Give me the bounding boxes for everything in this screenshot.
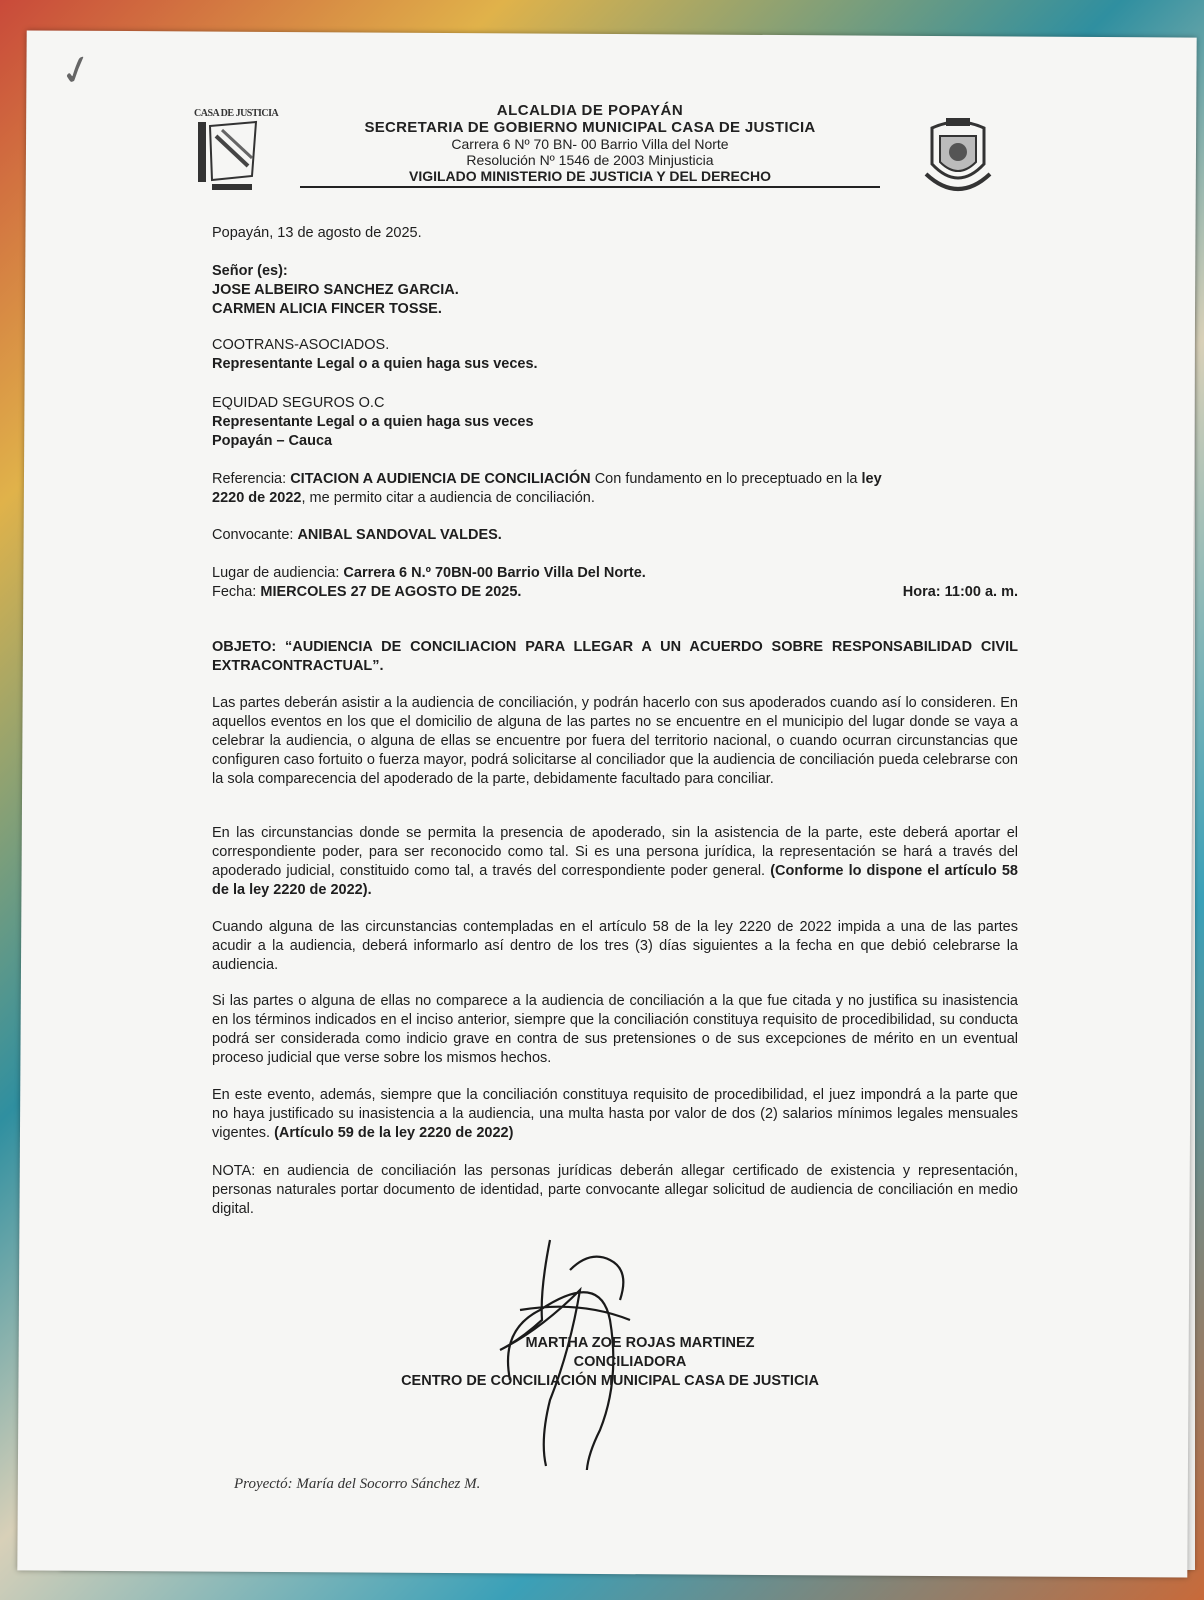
paragraph-4: Si las partes o alguna de ellas no comparece a la audiencia de conciliación a la que fue citada y no justifica su inasistencia en los términos indicados en el inciso anterior, siempre que la conciliación constituya requisito de procedibilidad, su conducta podrá ser considerada como indicio grave en contra de sus pretensiones o de sus excepciones de mérito en un eventual proceso judicial que verse sobre los mismos hechos.: [212, 993, 1018, 1066]
reference-ley-b: 2220 de 2022: [212, 490, 302, 506]
signer-name: MARTHA ZOE ROJAS MARTINEZ: [525, 1335, 755, 1351]
company-2-rep: Representante Legal o a quien haga sus veces: [212, 414, 534, 430]
reference-title: CITACION A AUDIENCIA DE CONCILIACIÓN: [290, 471, 591, 487]
lugar-value: Carrera 6 N.º 70BN-00 Barrio Villa Del Norte.: [343, 565, 646, 581]
paragraph-3: Cuando alguna de las circunstancias contempladas en el artículo 58 de la ley 2220 de 2022 impida a una de las partes acudir a la audiencia, deberá informarlo así dentro de los tres (3) días siguientes a la fecha en que debió celebrarse la audiencia.: [212, 919, 1018, 973]
paragraph-2: [212, 824, 1018, 900]
letterhead-line-5: VIGILADO MINISTERIO DE JUSTICIA Y DEL DERECHO: [300, 168, 880, 188]
signer-center: CENTRO DE CONCILIACIÓN MUNICIPAL CASA DE JUSTICIA: [401, 1373, 819, 1389]
letterhead-line-3: Carrera 6 Nº 70 BN- 00 Barrio Villa del Norte: [451, 136, 729, 152]
reference-block: [212, 470, 1018, 508]
recipient-name-1: JOSE ALBEIRO SANCHEZ GARCIA.: [212, 282, 459, 298]
recipients-block: [212, 262, 1018, 319]
recipient-company-2: [212, 394, 1018, 451]
signature-block: [370, 1334, 850, 1391]
salutation: Señor (es):: [212, 263, 288, 279]
lugar-fecha-block: [212, 564, 1018, 602]
company-1-rep: Representante Legal o a quien haga sus veces.: [212, 356, 538, 372]
logo-left-text: CASA DE JUSTICIA: [194, 108, 279, 119]
recipient-company-1: [212, 336, 1018, 374]
company-1-name: COOTRANS-ASOCIADOS.: [212, 337, 390, 353]
reference-label: Referencia:: [212, 471, 287, 487]
reference-text-2: , me permito citar a audiencia de conciliación.: [301, 490, 595, 506]
convocante-line: [212, 526, 1018, 545]
fecha-value: MIERCOLES 27 DE AGOSTO DE 2025.: [260, 584, 522, 600]
letterhead: [300, 102, 880, 188]
convocante-label: Convocante:: [212, 527, 294, 543]
letterhead-line-4: Resolución Nº 1546 de 2003 Minjusticia: [466, 152, 714, 168]
paragraph-5-text: En este evento, además, siempre que la conciliación constituya requisito de procedibilidad, el juez impondrá a la parte que no haya justificado su inasistencia a la audiencia, una multa hasta por valor de dos (2) salarios mínimos legales mensuales vigentes.: [212, 1087, 1018, 1141]
recipient-name-2: CARMEN ALICIA FINCER TOSSE.: [212, 301, 442, 317]
objeto: OBJETO: “AUDIENCIA DE CONCILIACION PARA LLEGAR A UN ACUERDO SOBRE RESPONSABILIDAD CIVIL EXTRACONTRACTUAL”.: [212, 639, 1018, 674]
reference-text-1: Con fundamento en lo preceptuado en la: [594, 471, 858, 487]
hora-value: Hora: 11:00 a. m.: [902, 584, 1018, 600]
check-mark-icon: ✓: [54, 45, 99, 97]
paragraph-5-citation: (Artículo 59 de la ley 2220 de 2022): [274, 1125, 514, 1141]
lugar-label: Lugar de audiencia:: [212, 565, 340, 581]
paragraph-1: Las partes deberán asistir a la audiencia de conciliación, y podrán hacerlo con sus apoderados cuando así lo consideren. En aquellos eventos en los que el domicilio de alguna de las partes no se encuentre en el municipio del lugar donde se vaya a celebrar la audiencia, o alguna de ellas se encuentre por fuera del territorio nacional, o cuando ocurran circunstancias que configuren caso fortuito o fuerza mayor, podrá solicitarse al conciliador que la audiencia de conciliación pueda celebrarse con la sola comparecencia del apoderado de la parte, debidamente facultado para conciliar.: [212, 695, 1018, 787]
paragraph-2-citation: (Conforme lo dispone el artículo 58 de la ley 2220 de 2022).: [212, 863, 1018, 898]
company-2-city: Popayán – Cauca: [212, 433, 333, 449]
letterhead-line-2: SECRETARIA DE GOBIERNO MUNICIPAL CASA DE JUSTICIA: [364, 119, 816, 136]
casa-de-justicia-logo-icon: [196, 106, 262, 194]
reference-ley-a: ley: [861, 471, 882, 487]
paragraph-5: [212, 1086, 1018, 1143]
convocante-value: ANIBAL SANDOVAL VALDES.: [297, 527, 502, 543]
letterhead-line-1: ALCALDIA DE POPAYÁN: [496, 102, 684, 119]
proyecto-note: Proyectó: María del Socorro Sánchez M.: [234, 1476, 481, 1492]
popayan-coat-of-arms-icon: [922, 114, 994, 198]
signer-role: CONCILIADORA: [573, 1354, 687, 1370]
paragraph-2-text: En las circunstancias donde se permita la presencia de apoderado, sin la asistencia de la parte, este deberá aportar el correspondiente poder, para ser reconocido como tal. Si es una persona jurídica, la representación se hará a través del apoderado judicial, constituido como tal, a través del correspondiente poder general.: [212, 825, 1018, 879]
nota: NOTA: en audiencia de conciliación las personas jurídicas deberán allegar certificado de existencia y representación, personas naturales portar documento de identidad, parte convocante allegar solicitud de audiencia de conciliación en medio digital.: [212, 1163, 1018, 1217]
letter-date: Popayán, 13 de agosto de 2025.: [212, 225, 422, 241]
fecha-label: Fecha:: [212, 584, 257, 600]
company-2-name: EQUIDAD SEGUROS O.C: [212, 395, 385, 411]
